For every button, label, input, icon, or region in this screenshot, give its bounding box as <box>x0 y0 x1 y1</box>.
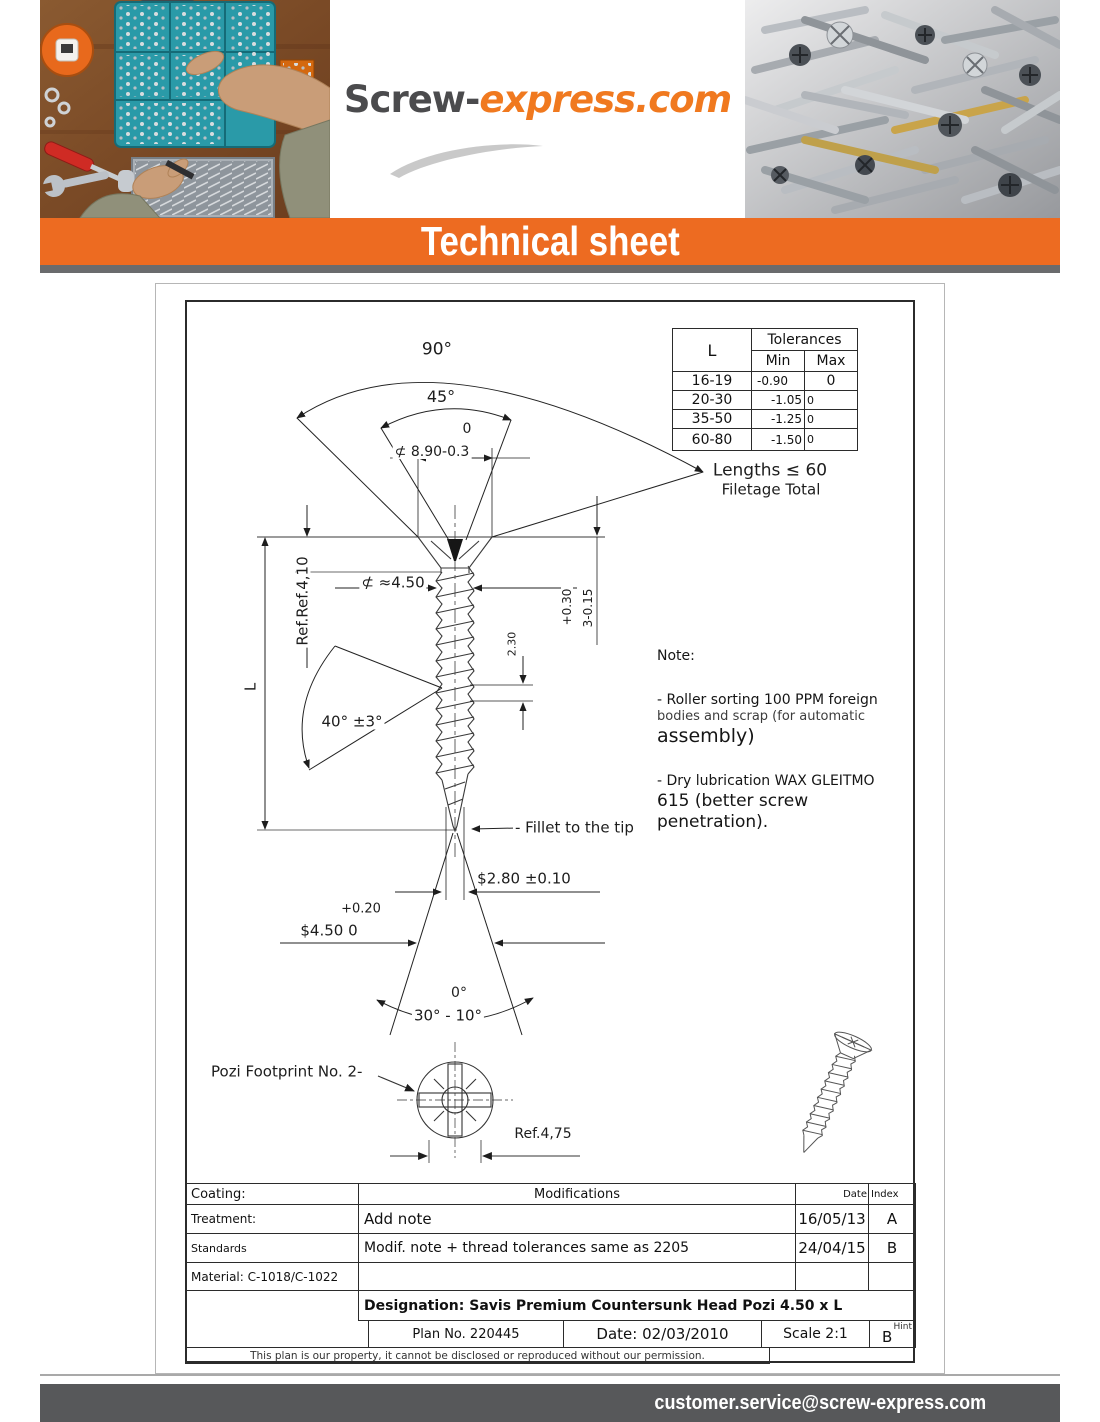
screw-pile-illustration <box>745 0 1060 218</box>
workbench-illustration <box>40 0 330 218</box>
date-header: Date <box>795 1183 869 1205</box>
notes-title: Note: <box>657 648 695 664</box>
tolerance-row-l: 20-30 <box>672 390 752 410</box>
banner-underline <box>40 265 1060 273</box>
notes-block <box>657 648 949 833</box>
header-photo-screws <box>745 0 1060 218</box>
logo-text <box>344 78 731 121</box>
tolerance-l-header: L <box>672 328 752 372</box>
tolerance-row-max: 0 <box>804 371 858 391</box>
tolerance-row-l: 60-80 <box>672 428 752 451</box>
note-line: assembly) <box>657 725 755 748</box>
modification-row-date: 24/04/15 <box>795 1233 869 1263</box>
dim-point-sup: +0.30 <box>560 588 574 626</box>
modification-row-text: Modif. note + thread tolerances same as 2205 <box>358 1233 796 1263</box>
hint-cell <box>869 1320 916 1348</box>
dim-od: $4.50 0 <box>300 921 358 940</box>
standards-label: Standards <box>185 1233 359 1263</box>
tolerance-caption-2: Filetage Total <box>721 480 821 499</box>
tolerance-min-header: Min <box>751 350 805 372</box>
logo-swoosh <box>385 132 545 182</box>
property-notice: This plan is our property, it cannot be disclosed or reproduced without our permission. <box>185 1347 770 1364</box>
modifications-header: Modifications <box>358 1183 796 1205</box>
modification-row-text <box>358 1262 796 1291</box>
note-line: 615 (better screw <box>657 790 809 811</box>
tolerance-row-max: 0 <box>804 428 858 451</box>
dim-recess-angle-45: 45° <box>426 387 456 406</box>
footer-bar <box>40 1384 1060 1422</box>
tolerance-row-max: 0 <box>804 409 858 429</box>
logo-text-screw: Screw- <box>343 78 480 121</box>
tolerance-row-min: -1.05 <box>751 390 805 410</box>
logo-text-express: express.com <box>479 78 732 121</box>
tolerance-row-max: 0 <box>804 390 858 410</box>
modification-row-date <box>795 1262 869 1291</box>
hint-label: Hint <box>893 1322 912 1332</box>
note-line: bodies and scrap (for automatic <box>657 709 865 724</box>
dim-flank-angle: 40° ±3° <box>321 712 383 731</box>
coating-label: Coating: <box>185 1183 359 1205</box>
note-fillet-tip: - Fillet to the tip <box>515 818 634 837</box>
dim-shank-dia: ⊄ ≈4.50 <box>361 573 425 592</box>
dim-head-angle-90: 90° <box>421 339 453 360</box>
modification-row-text: Add note <box>358 1204 796 1234</box>
dim-core-dia: $2.80 ±0.10 <box>477 869 571 888</box>
hint-value: B <box>882 1328 893 1346</box>
bottom-rule <box>40 1374 1060 1376</box>
modification-row-index <box>868 1262 916 1291</box>
brand-logo <box>330 0 745 218</box>
footer-email: customer.service@screw-express.com <box>654 1391 987 1414</box>
header-photo-workbench <box>40 0 330 218</box>
modification-row-index: B <box>868 1233 916 1263</box>
label-pozi-footprint: Pozi Footprint No. 2- <box>211 1062 363 1081</box>
dim-head-ref: Ref.Ref.4,10 <box>293 556 312 646</box>
note-line: - Roller sorting 100 PPM foreign <box>657 691 878 708</box>
dim-tip-angle-sup: 0° <box>451 985 467 1001</box>
designation: Designation: Savis Premium Countersunk Head Pozi 4.50 x L <box>358 1290 916 1321</box>
banner <box>40 218 1060 265</box>
dim-point-len: 3-0.15 <box>581 588 595 628</box>
note-line: penetration). <box>657 811 769 832</box>
dim-head-dia: ⊄ 8.90-0.3 <box>394 444 470 460</box>
tolerance-row-l: 35-50 <box>672 409 752 429</box>
tolerance-row-min: -1.50 <box>751 428 805 451</box>
dim-length-l: L <box>241 682 260 692</box>
tolerance-row-min: -1.25 <box>751 409 805 429</box>
modification-row-index: A <box>868 1204 916 1234</box>
dim-pitch: 2.30 <box>505 631 519 657</box>
banner-title: Technical sheet <box>420 218 680 264</box>
treatment-label: Treatment: <box>185 1204 359 1234</box>
note-line: - Dry lubrication WAX GLEITMO <box>657 773 875 789</box>
screw-illustration-small <box>786 1028 874 1160</box>
modification-row-date: 16/05/13 <box>795 1204 869 1234</box>
pozi-footprint-view <box>378 1042 580 1163</box>
plan-scale: Scale 2:1 <box>761 1320 870 1348</box>
dim-head-dia-sup: 0 <box>462 421 472 437</box>
plan-date: Date: 02/03/2010 <box>563 1320 762 1348</box>
tolerance-title: Tolerances <box>751 328 858 351</box>
index-header: Index <box>868 1183 916 1205</box>
tolerance-max-header: Max <box>804 350 858 372</box>
plan-number: Plan No. 220445 <box>368 1320 564 1348</box>
material-label: Material: C-1018/C-1022 <box>185 1262 359 1291</box>
tolerance-row-min: -0.90 <box>751 371 805 391</box>
dim-recess-ref: Ref.4,75 <box>514 1126 572 1142</box>
tolerance-row-l: 16-19 <box>672 371 752 391</box>
dim-tip-angle: 30° - 10° <box>413 1006 483 1025</box>
dim-od-sup: +0.20 <box>341 901 381 917</box>
tolerance-caption-1: Lengths ≤ 60 <box>712 460 828 481</box>
